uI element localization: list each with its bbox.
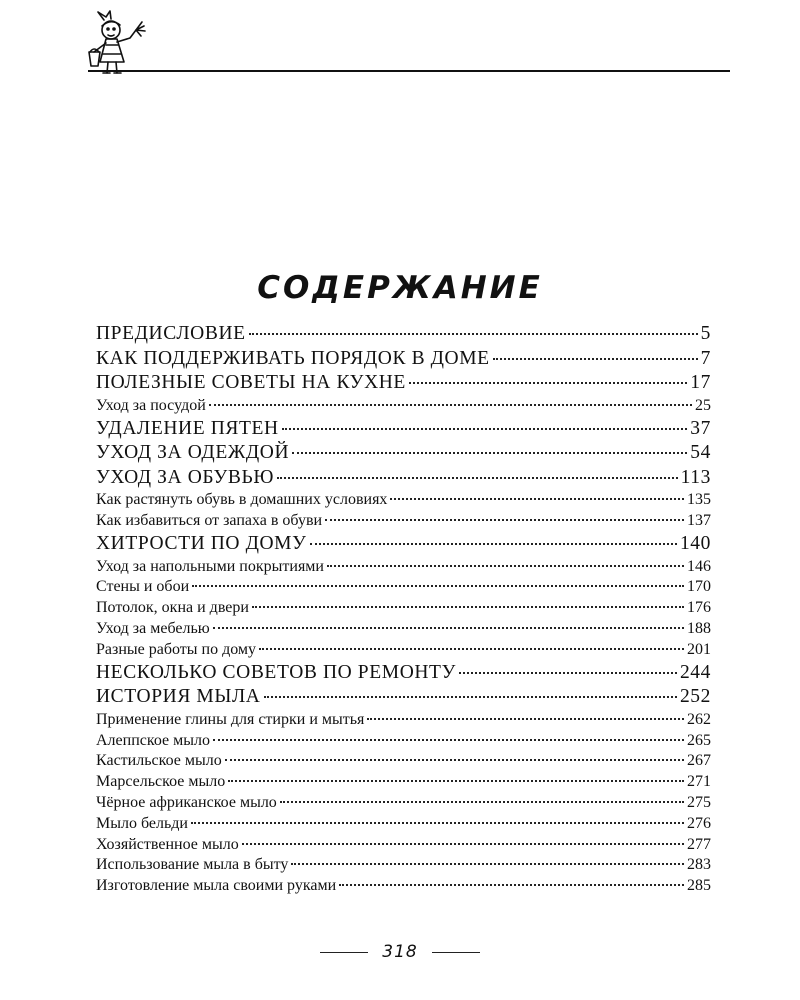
toc-entry-label: Изготовление мыла своими руками [96,877,337,895]
toc-entry-label: НЕСКОЛЬКО СОВЕТОВ ПО РЕМОНТУ [96,661,456,683]
toc-entry-page: 283 [687,856,711,874]
toc-entry-page: 285 [687,877,711,895]
toc-entry-page: 262 [687,710,711,728]
toc-entry-label: Хозяйственное мыло [96,835,239,853]
toc-entry-label: Разные работы по дому [96,640,257,658]
toc-entry-page: 275 [687,793,711,811]
toc-entry-page: 25 [695,396,711,414]
toc-dot-leader [280,801,684,803]
toc-entry-page: 244 [679,661,711,683]
toc-entry[interactable] [96,441,711,466]
toc-dot-leader [228,780,684,782]
toc-entry[interactable] [96,710,711,731]
toc-entry-label: Мыло бельди [96,814,188,832]
toc-entry-label: Алеппское мыло [96,731,210,749]
toc-entry-label: Уход за мебелью [96,619,210,637]
toc-dot-leader [213,739,684,741]
toc-entry-page: 276 [687,814,711,832]
toc-dot-leader [264,696,677,698]
toc-entry-label: Уход за посудой [96,396,206,414]
toc-entry-label: Уход за напольными покрытиями [96,557,324,575]
toc-entry-page: 265 [687,731,711,749]
toc-entry-page: 113 [680,466,711,488]
toc-dot-leader [292,452,687,454]
toc-entry-label: Применение глины для стирки и мытья [96,710,365,728]
toc-entry-label: Как растянуть обувь в домашних условиях [96,491,388,509]
toc-entry-label: УХОД ЗА ОДЕЖДОЙ [96,442,290,464]
toc-entry-label: Марсельское мыло [96,773,226,791]
toc-entry-page: 54 [690,442,711,464]
toc-entry[interactable] [96,751,711,772]
toc-entry[interactable] [96,532,711,557]
toc-dot-leader [259,648,684,650]
toc-entry-label: Потолок, окна и двери [96,599,249,617]
toc-entry-page: 188 [687,619,711,637]
toc-dot-leader [282,428,688,430]
toc-entry-label: УДАЛЕНИЕ ПЯТЕН [96,417,279,439]
toc-entry-page: 277 [687,835,711,853]
toc-dot-leader [192,585,684,587]
toc-entry-page: 267 [687,752,711,770]
toc-entry-page: 7 [700,347,711,369]
page-title: СОДЕРЖАНИЕ [257,270,543,306]
toc-dot-leader [409,382,687,384]
toc-entry[interactable] [96,731,711,752]
toc-dot-leader [327,565,684,567]
footer-dash-left [320,952,368,953]
toc-entry-page: 135 [687,491,711,509]
toc-entry-page: 137 [687,512,711,530]
toc-entry-page: 170 [687,578,711,596]
toc-entry[interactable] [96,557,711,578]
toc-entry[interactable] [96,640,711,661]
toc-entry-label: Как избавиться от запаха в обуви [96,512,323,530]
toc-dot-leader [310,543,677,545]
toc-entry[interactable] [96,619,711,640]
toc-entry-page: 37 [690,417,711,439]
page-number: 318 [382,942,418,962]
header-rule [88,70,730,72]
toc-entry[interactable] [96,511,711,532]
toc-entry[interactable] [96,347,711,372]
toc-dot-leader [390,498,684,500]
toc-entry-label: Кастильское мыло [96,752,222,770]
toc-dot-leader [493,358,698,360]
toc-entry-page: 17 [690,372,711,394]
toc-entry-page: 146 [687,557,711,575]
page-footer [0,942,800,962]
toc-entry-page: 140 [679,532,711,554]
toc-entry[interactable] [96,855,711,876]
cleaning-lady-illustration-icon [84,10,164,78]
toc-dot-leader [213,627,684,629]
toc-entry-page: 271 [687,773,711,791]
toc-entry[interactable] [96,490,711,511]
toc-entry-label: ИСТОРИЯ МЫЛА [96,686,261,708]
toc-entry[interactable] [96,322,711,347]
toc-entry[interactable] [96,598,711,619]
toc-dot-leader [291,863,684,865]
toc-dot-leader [459,672,677,674]
toc-entry-label: ХИТРОСТИ ПО ДОМУ [96,532,307,554]
toc-dot-leader [277,477,678,479]
toc-entry-page: 5 [700,323,711,344]
toc-entry-page: 201 [687,640,711,658]
toc-entry[interactable] [96,793,711,814]
toc-entry-label: ПРЕДИСЛОВИЕ [96,323,246,344]
toc-entry[interactable] [96,371,711,396]
toc-dot-leader [252,606,684,608]
table-of-contents [96,322,711,897]
toc-entry-label: Использование мыла в быту [96,856,289,874]
toc-entry[interactable] [96,772,711,793]
toc-entry-page: 176 [687,599,711,617]
toc-entry-label: УХОД ЗА ОБУВЬЮ [96,466,274,488]
toc-entry-label: Чёрное африканское мыло [96,793,277,811]
toc-entry[interactable] [96,661,711,686]
toc-entry[interactable] [96,876,711,897]
toc-dot-leader [209,404,692,406]
toc-dot-leader [242,843,684,845]
toc-entry-label: КАК ПОДДЕРЖИВАТЬ ПОРЯДОК В ДОМЕ [96,347,490,369]
toc-entry-page: 252 [679,686,711,708]
toc-entry[interactable] [96,417,711,442]
toc-dot-leader [339,884,684,886]
toc-dot-leader [191,822,684,824]
toc-dot-leader [249,333,698,335]
toc-entry[interactable] [96,835,711,856]
toc-entry-label: ПОЛЕЗНЫЕ СОВЕТЫ НА КУХНЕ [96,372,406,394]
toc-dot-leader [325,519,684,521]
toc-entry[interactable] [96,466,711,491]
toc-entry[interactable] [96,814,711,835]
toc-entry[interactable] [96,685,711,710]
toc-dot-leader [225,759,684,761]
toc-entry[interactable] [96,396,711,417]
toc-entry[interactable] [96,577,711,598]
toc-entry-label: Стены и обои [96,578,190,596]
toc-dot-leader [367,718,684,720]
footer-dash-right [432,952,480,953]
